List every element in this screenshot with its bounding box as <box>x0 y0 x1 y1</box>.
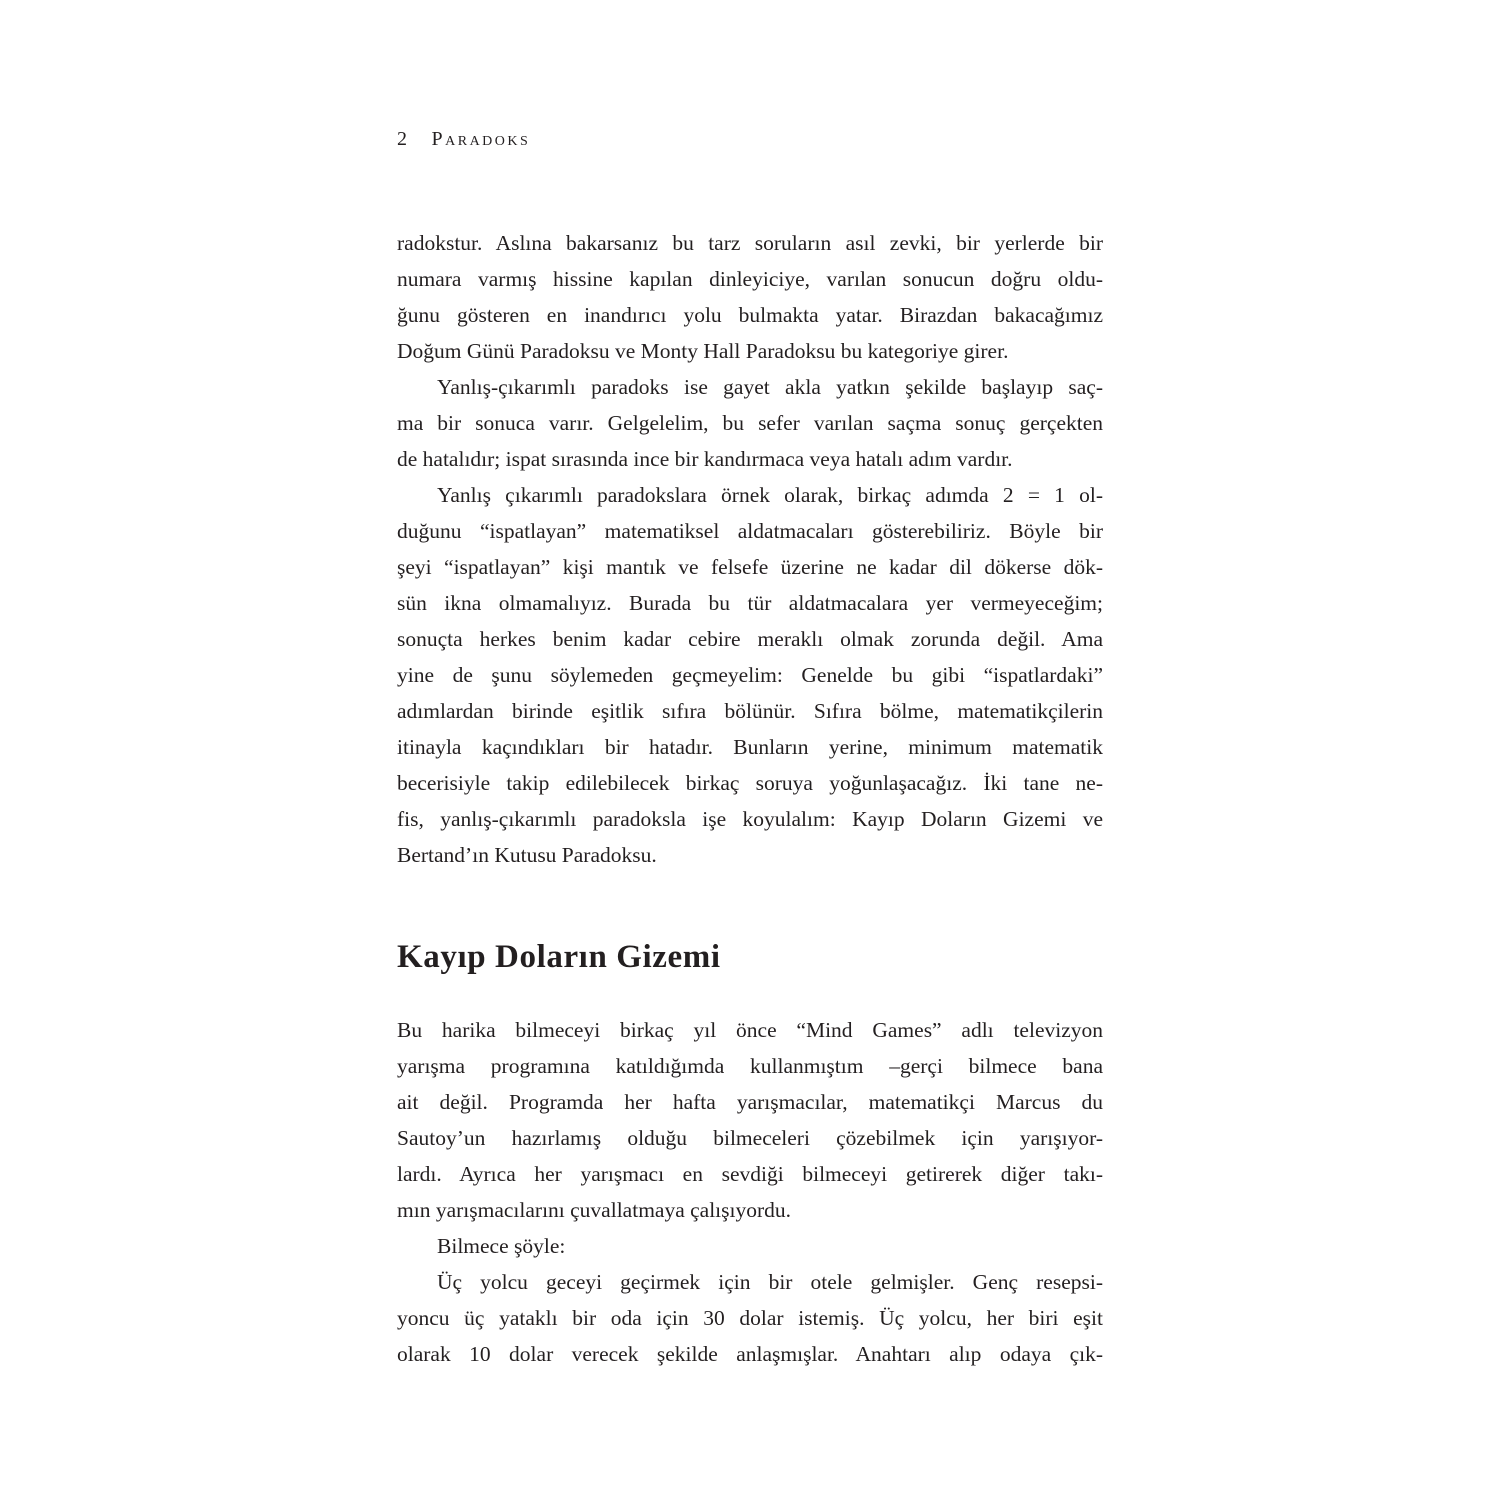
paragraph <box>397 1264 1103 1372</box>
text-line: sonuçta herkes benim kadar cebire meraklı olmak zorunda değil. Ama <box>397 627 1103 651</box>
text-line: becerisiyle takip edilebilecek birkaç soruya yoğunlaşacağız. İki tane ne- <box>397 771 1103 795</box>
text-line: yarışma programına katıldığımda kullanmıştım –gerçi bilmece bana <box>397 1054 1103 1078</box>
page-number: 2 <box>397 128 408 150</box>
text-line: Doğum Günü Paradoksu ve Monty Hall Paradoksu bu kategoriye girer. <box>397 339 1009 363</box>
text-line: de hatalıdır; ispat sırasında ince bir kandırmaca veya hatalı adım vardır. <box>397 447 1013 471</box>
paragraph <box>397 225 1103 369</box>
text-line: ğunu gösteren en inandırıcı yolu bulmakta yatar. Birazdan bakacağımız <box>397 303 1103 327</box>
paragraph <box>397 369 1103 477</box>
text-line: Üç yolcu geceyi geçirmek için bir otele gelmişler. Genç resepsi- <box>437 1270 1103 1294</box>
running-head <box>397 128 530 151</box>
paragraph <box>397 1012 1103 1228</box>
body-text-section-2 <box>397 1012 1103 1372</box>
text-line: numara varmış hissine kapılan dinleyiciye, varılan sonucun doğru oldu- <box>397 267 1103 291</box>
text-line: Yanlış-çıkarımlı paradoks ise gayet akla yatkın şekilde başlayıp saç- <box>437 375 1103 399</box>
text-line: mın yarışmacılarını çuvallatmaya çalışıyordu. <box>397 1198 792 1222</box>
text-line: itinayla kaçındıkları bir hatadır. Bunların yerine, minimum matematik <box>397 735 1103 759</box>
running-title: Paradoks <box>431 128 531 150</box>
paragraph <box>397 1228 1103 1264</box>
text-line: ma bir sonuca varır. Gelgelelim, bu sefer varılan saçma sonuç gerçekten <box>397 411 1103 435</box>
text-line: olarak 10 dolar verecek şekilde anlaşmışlar. Anahtarı alıp odaya çık- <box>397 1342 1103 1366</box>
text-line: yine de şunu söylemeden geçmeyelim: Genelde bu gibi “ispatlardaki” <box>397 663 1103 687</box>
text-line: ait değil. Programda her hafta yarışmacılar, matematikçi Marcus du <box>397 1090 1103 1114</box>
text-line: Bilmece şöyle: <box>437 1234 566 1258</box>
text-line: sün ikna olmamalıyız. Burada bu tür aldatmacalara yer vermeyeceğim; <box>397 591 1103 615</box>
body-text-section-1 <box>397 225 1103 873</box>
text-line: duğunu “ispatlayan” matematiksel aldatmacaları gösterebiliriz. Böyle bir <box>397 519 1103 543</box>
text-line: Bu harika bilmeceyi birkaç yıl önce “Mind Games” adlı televizyon <box>397 1018 1103 1042</box>
text-line: radokstur. Aslına bakarsanız bu tarz soruların asıl zevki, bir yerlerde bir <box>397 231 1103 255</box>
text-line: şeyi “ispatlayan” kişi mantık ve felsefe üzerine ne kadar dil dökerse dök- <box>397 555 1103 579</box>
text-line: Sautoy’un hazırlamış olduğu bilmeceleri çözebilmek için yarışıyor- <box>397 1126 1103 1150</box>
text-line: Yanlış çıkarımlı paradokslara örnek olarak, birkaç adımda 2 = 1 ol- <box>437 483 1103 507</box>
text-line: fis, yanlış-çıkarımlı paradoksla işe koyulalım: Kayıp Doların Gizemi ve <box>397 807 1103 831</box>
text-line: lardı. Ayrıca her yarışmacı en sevdiği bilmeceyi getirerek diğer takı- <box>397 1162 1103 1186</box>
section-heading: Kayıp Doların Gizemi <box>397 939 721 975</box>
paragraph <box>397 477 1103 873</box>
text-line: Bertand’ın Kutusu Paradoksu. <box>397 843 657 867</box>
text-line: yoncu üç yataklı bir oda için 30 dolar istemiş. Üç yolcu, her biri eşit <box>397 1306 1103 1330</box>
text-line: adımlardan birinde eşitlik sıfıra bölünür. Sıfıra bölme, matematikçilerin <box>397 699 1103 723</box>
